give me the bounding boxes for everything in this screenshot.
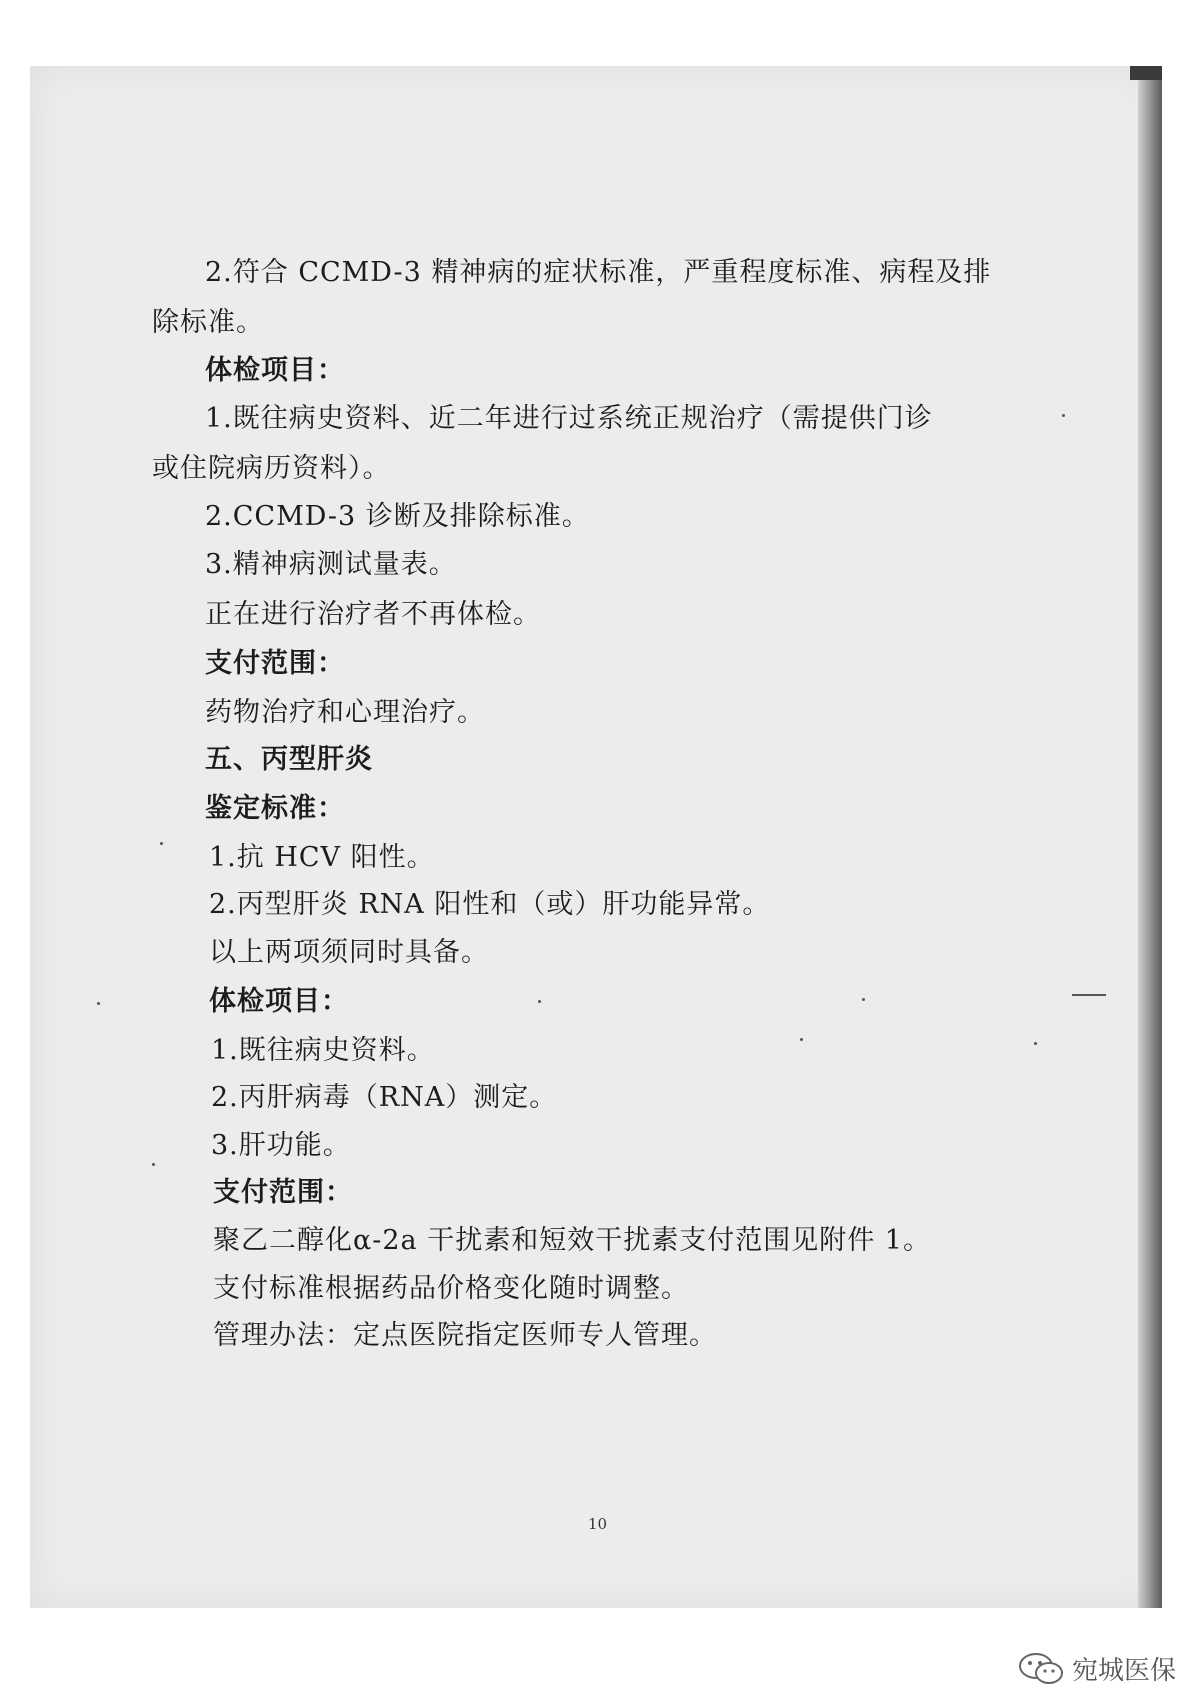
text-line: 1.既往病史资料、近二年进行过系统正规治疗（需提供门诊 — [205, 403, 933, 434]
section-heading: 支付范围： — [213, 1177, 353, 1208]
scan-speck — [160, 842, 163, 845]
scan-speck — [97, 1002, 100, 1005]
text-line: 药物治疗和心理治疗。 — [205, 697, 485, 728]
text-line: 1.既往病史资料。 — [211, 1035, 435, 1066]
text-line: 3.精神病测试量表。 — [205, 549, 457, 580]
scan-speck — [862, 998, 865, 1001]
section-heading: 体检项目： — [209, 986, 349, 1017]
page-edge-shadow — [1138, 66, 1162, 1608]
text-line: 2.符合 CCMD-3 精神病的症状标准，严重程度标准、病程及排 — [205, 257, 992, 288]
text-line: 除标准。 — [152, 307, 264, 338]
text-line: 3.肝功能。 — [211, 1130, 351, 1161]
watermark-text: 宛城医保 — [1071, 1656, 1176, 1686]
page-corner — [1130, 66, 1162, 80]
text-line: 正在进行治疗者不再体检。 — [205, 599, 541, 630]
text-line: 以上两项须同时具备。 — [209, 937, 489, 968]
margin-mark — [1072, 994, 1106, 996]
text-line: 2.丙肝病毒（RNA）测定。 — [211, 1082, 558, 1113]
section-heading: 体检项目： — [205, 355, 345, 386]
page-number: 10 — [588, 1515, 608, 1533]
section-heading: 支付范围： — [205, 648, 345, 679]
scan-speck — [800, 1038, 803, 1041]
text-line: 或住院病历资料）。 — [152, 453, 391, 484]
scan-speck — [538, 1000, 541, 1003]
text-line: 支付标准根据药品价格变化随时调整。 — [213, 1273, 689, 1304]
scan-speck — [1034, 1042, 1037, 1045]
chapter-heading: 五、丙型肝炎 — [205, 744, 373, 775]
text-line: 2.CCMD-3 诊断及排除标准。 — [205, 501, 590, 532]
scan-speck — [1062, 414, 1065, 417]
text-line: 管理办法：定点医院指定医师专人管理。 — [213, 1320, 717, 1351]
scan-speck — [152, 1163, 155, 1166]
text-line: 2.丙型肝炎 RNA 阳性和（或）肝功能异常。 — [209, 889, 771, 920]
text-line: 1.抗 HCV 阳性。 — [209, 842, 435, 873]
section-heading: 鉴定标准： — [205, 793, 345, 824]
watermark — [1018, 1650, 1176, 1687]
wechat-icon — [1018, 1652, 1064, 1686]
text-line: 聚乙二醇化α-2a 干扰素和短效干扰素支付范围见附件 1。 — [213, 1225, 931, 1256]
scanned-page — [30, 66, 1160, 1608]
